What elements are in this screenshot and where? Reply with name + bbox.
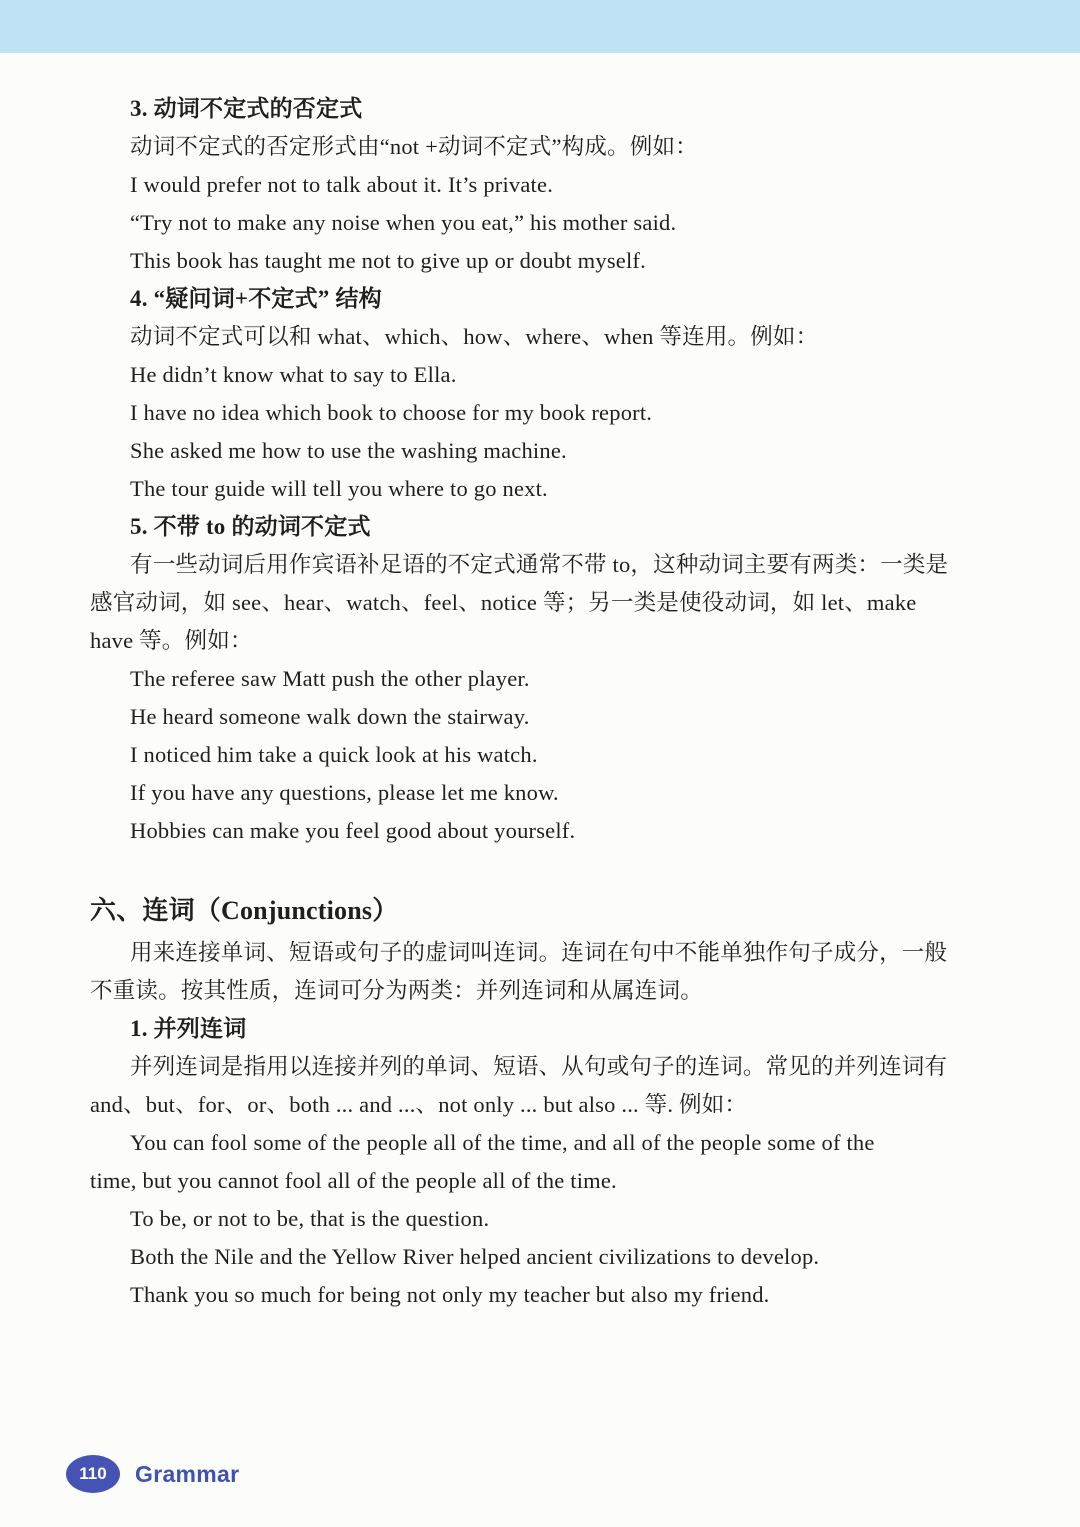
body-text-line: time, but you cannot fool all of the people all of the time. — [90, 1168, 617, 1193]
body-text-line: To be, or not to be, that is the question. — [130, 1206, 490, 1231]
body-text-line: She asked me how to use the washing machine. — [130, 438, 567, 463]
body-text-line: 不重读。按其性质，连词可分为两类：并列连词和从属连词。 — [90, 978, 703, 1003]
body-text-line: have 等。例如： — [90, 628, 253, 653]
section-heading: 六、连词（Conjunctions） — [90, 896, 399, 925]
body-text-line: I have no idea which book to choose for my book report. — [130, 400, 653, 425]
section-heading: 4. “疑问词+不定式” 结构 — [130, 286, 382, 311]
body-text-line: “Try not to make any noise when you eat,” his mother said. — [130, 210, 677, 235]
body-text-line: 感官动词，如 see、hear、watch、feel、notice 等；另一类是使役动词，如 let、make — [90, 590, 917, 615]
body-text-line: 动词不定式可以和 what、which、how、where、when 等连用。例如： — [130, 324, 819, 349]
body-text-line: Thank you so much for being not only my teacher but also my friend. — [130, 1282, 770, 1307]
page-content — [90, 90, 965, 1314]
page-number-badge: 110 — [66, 1455, 120, 1493]
body-text-line: 并列连词是指用以连接并列的单词、短语、从句或句子的连词。常见的并列连词有 — [130, 1054, 948, 1079]
section-heading: 5. 不带 to 的动词不定式 — [130, 514, 371, 539]
body-text-line: If you have any questions, please let me know. — [130, 780, 559, 805]
body-text-line: I noticed him take a quick look at his watch. — [130, 742, 538, 767]
body-text-line: 有一些动词后用作宾语补足语的不定式通常不带 to，这种动词主要有两类：一类是 — [130, 552, 949, 577]
footer-section-label: Grammar — [135, 1460, 240, 1487]
body-text-line: 用来连接单词、短语或句子的虚词叫连词。连词在句中不能单独作句子成分，一般 — [130, 940, 948, 965]
body-text-line: The tour guide will tell you where to go next. — [130, 476, 548, 501]
body-text-line: 动词不定式的否定形式由“not +动词不定式”构成。例如： — [130, 134, 698, 159]
section-heading: 3. 动词不定式的否定式 — [130, 96, 363, 121]
body-text-line: He didn’t know what to say to Ella. — [130, 362, 457, 387]
body-text-line: He heard someone walk down the stairway. — [130, 704, 530, 729]
body-text-line: You can fool some of the people all of the time, and all of the people some of the — [130, 1130, 875, 1155]
section-heading: 1. 并列连词 — [130, 1016, 247, 1041]
body-text-line: I would prefer not to talk about it. It’s private. — [130, 172, 554, 197]
page-footer — [66, 1455, 239, 1493]
body-text-line: This book has taught me not to give up or doubt myself. — [130, 248, 646, 273]
body-text-line: The referee saw Matt push the other player. — [130, 666, 530, 691]
body-text-line: and、but、for、or、both ... and ...、not only ... but also ... 等. 例如： — [90, 1092, 748, 1117]
page-top-band — [0, 0, 1080, 53]
body-text-line: Both the Nile and the Yellow River helped ancient civilizations to develop. — [130, 1244, 820, 1269]
body-text-line: Hobbies can make you feel good about yourself. — [130, 818, 576, 843]
